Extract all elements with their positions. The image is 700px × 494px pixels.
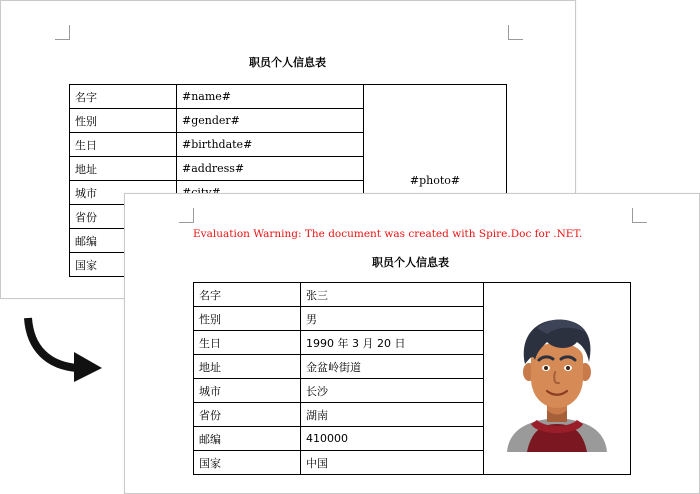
row-value: #address# [177, 157, 364, 181]
row-label: 生日 [70, 133, 177, 157]
row-value: 长沙 [301, 379, 484, 403]
curved-arrow-icon [20, 314, 104, 384]
row-label: 邮编 [194, 427, 301, 451]
row-label: 省份 [70, 205, 177, 229]
row-value: 张三 [301, 283, 484, 307]
result-document-page [124, 193, 700, 494]
document-title: 职员个人信息表 [372, 256, 449, 269]
row-value: 男 [301, 307, 484, 331]
row-label: 性别 [194, 307, 301, 331]
row-value: 金盆岭街道 [301, 355, 484, 379]
row-label: 城市 [70, 181, 177, 205]
row-label: 名字 [194, 283, 301, 307]
page-corner-mark [179, 208, 194, 223]
info-table [193, 282, 631, 475]
table-row [70, 85, 507, 109]
row-label: 地址 [70, 157, 177, 181]
row-label: 省份 [194, 403, 301, 427]
table-row [194, 283, 631, 307]
row-label: 地址 [194, 355, 301, 379]
page-corner-mark [508, 25, 523, 40]
row-label: 生日 [194, 331, 301, 355]
photo-cell [484, 283, 631, 475]
photo-placeholder: #photo# [409, 174, 461, 187]
document-title: 职员个人信息表 [249, 56, 326, 69]
row-value: 1990 年 3 月 20 日 [301, 331, 484, 355]
row-label: 国家 [70, 253, 177, 277]
row-label: 国家 [194, 451, 301, 475]
row-label: 名字 [70, 85, 177, 109]
row-label: 城市 [194, 379, 301, 403]
row-value: 湖南 [301, 403, 484, 427]
row-value: #name# [177, 85, 364, 109]
row-value: #birthdate# [177, 133, 364, 157]
row-value: #gender# [177, 109, 364, 133]
row-value: 410000 [301, 427, 484, 451]
row-label: 邮编 [70, 229, 177, 253]
page-corner-mark [55, 25, 70, 40]
row-value: 中国 [301, 451, 484, 475]
row-label: 性别 [70, 109, 177, 133]
evaluation-warning: Evaluation Warning: The document was created with Spire.Doc for .NET. [193, 228, 583, 240]
person-avatar-icon [497, 302, 617, 452]
page-corner-mark [632, 208, 647, 223]
